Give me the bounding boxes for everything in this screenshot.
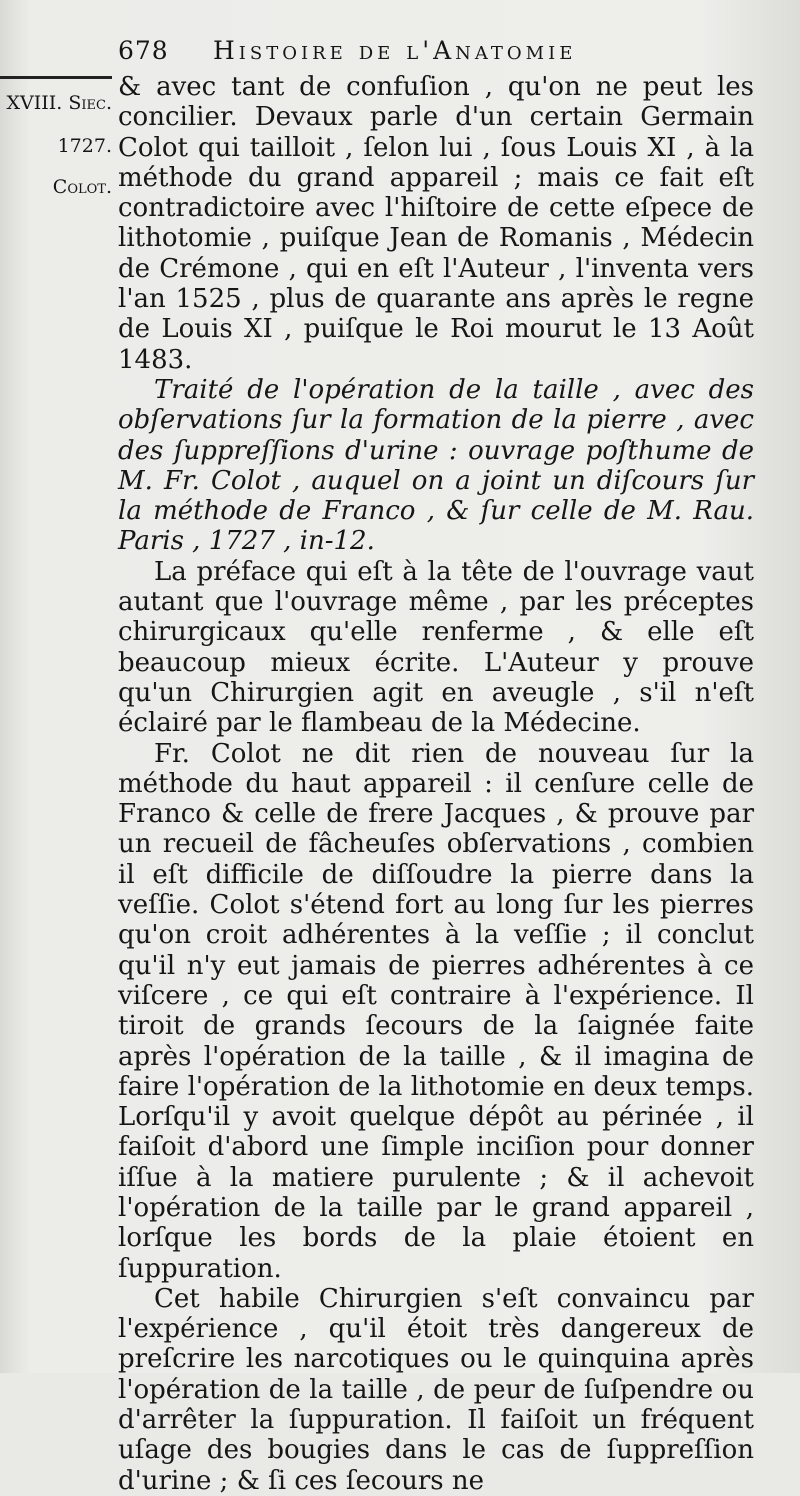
page-header [118,30,778,70]
book-citation: Traité de l'opération de la taille , avec des obſervations ſur la formation de la pierre , avec des ſuppreſſions d'urine : ouvrage poſthume de M. Fr. Colot , auquel on a joint un diſcours ſur la méthode de Franco , & ſur celle de M. Rau. Paris , 1727 , in-12. [118,374,754,557]
margin-note-year: 1727. [57,135,112,157]
paragraph: Cet habile Chirurgien s'eſt convaincu par l'expérience , qu'il étoit très dangereux de preſcrire les narcotiques ou le quinquina après l'opération de la taille , de peur de ſuſpendre ou d'arrêter la ſuppuration. Il faiſoit un fréquent uſage des bougies dans le cas de ſuppreſſion d'urine ; & ſi ces ſecours ne [118,1283,754,1496]
running-title: Histoire de l'Anatomie [213,36,577,65]
body-text [118,72,754,1496]
paragraph: La préface qui eſt à la tête de l'ouvrage vaut autant que l'ouvrage même , par les préceptes chirurgicaux qu'elle renferme , & elle eſt beaucoup mieux écrite. L'Auteur y prouve qu'un Chirurgien agit en aveugle , s'il n'eſt éclairé par le flambeau de la Médecine. [118,556,754,739]
margin-note-name: Colot. [52,176,112,198]
margin-rule [0,76,112,79]
paragraph: & avec tant de confuſion , qu'on ne peut les concilier. Devaux parle d'un certain Germain Colot qui tailloit , ſelon lui , ſous Louis XI , à la méthode du grand appareil ; mais ce fait eſt contradictoire avec l'hiſtoire de cette eſpece de lithotomie , puiſque Jean de Romanis , Médecin de Crémone , qui en eſt l'Auteur , l'inventa vers l'an 1525 , plus de quarante ans après le regne de Louis XI , puiſque le Roi mourut le 13 Août 1483. [118,72,754,375]
margin-note-century: XVIII. Siec. [6,92,112,114]
paragraph: Fr. Colot ne dit rien de nouveau ſur la méthode du haut appareil : il cenſure celle de Franco & celle de frere Jacques , & prouve par un recueil de fâcheuſes obſervations , combien il eſt difficile de diſſoudre la pierre dans la veſſie. Colot s'étend fort au long ſur les pierres qu'on croit adhérentes à la veſſie ; il conclut qu'il n'y eut jamais de pierres adhérentes à ce viſcere , ce qui eſt contraire à l'expérience. Il tiroit de grands ſecours de la ſaignée faite après l'opération de la taille , & il imagina de faire l'opération de la lithotomie en deux temps. Lorſqu'il y avoit quelque dépôt au périnée , il faiſoit d'abord une ſimple inciſion pour donner iſſue à la matiere purulente ; & il achevoit l'opération de la taille par le grand appareil , lorſque les bords de la plaie étoient en ſuppuration. [118,738,754,1284]
page-number: 678 [118,36,169,65]
